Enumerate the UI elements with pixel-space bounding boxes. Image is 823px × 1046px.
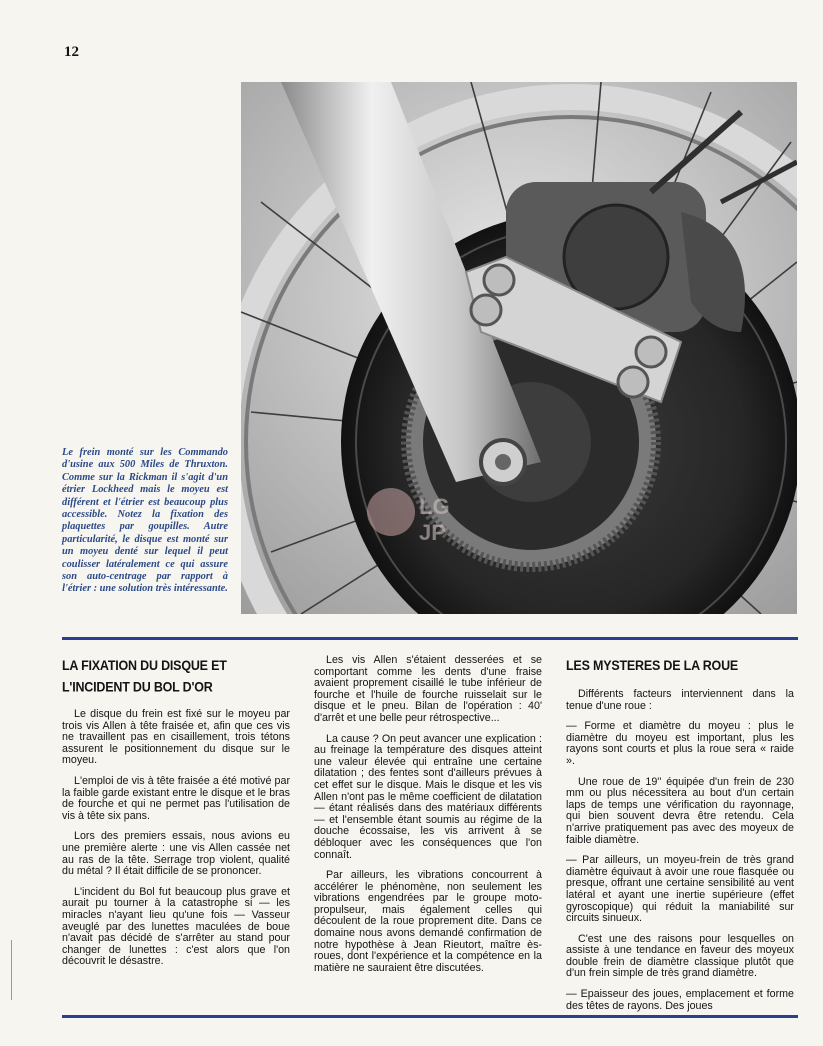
photo-caption-text: Le frein monté sur les Commando d'usine aux 500 Miles de Thruxton. Comme sur la Rickman il s'agit d'un étrier Lockheed mais le moyeu est différent et l'étrier est beaucoup plus accessible. Notez la fixation des plaquettes par goupilles. Autre particularité, le disque est monté sur un moyeu denté sur lequel il peut coulisser latéralement ce qui assure son auto-centrage par rapport à l'étrier : une solution très intéressante. [62,447,228,595]
article-column-2 [314,655,542,983]
paragraph: Une roue de 19'' équipée d'un frein de 230 mm ou plus nécessitera au bout d'un certain laps de temps une vérification du rayonnage, qui bien souvent devra être retendu. Cela n'arrive pratiquement pas avec des moyeux de faible diamètre. [566,775,794,846]
section-divider-top [62,637,798,640]
article-column-1 [62,655,290,977]
article-column-3 [566,655,794,1021]
paragraph: — Epaisseur des joues, emplacement et forme des têtes de rayons. Des joues [566,988,794,1012]
paragraph: Lors des premiers essais, nous avions eu une première alerte : une vis Allen cassée net au ras de la tête. Serrage trop violent, qualité du métal ? Il était difficile de se prononcer. [62,830,290,878]
paragraph: Différents facteurs interviennent dans la tenue d'une roue : [566,688,794,712]
paragraph: L'incident du Bol fut beaucoup plus grave et aurait pu tourner à la catastrophe si — les miracles n'ayant lieu qu'une fois — Vasseur aveuglé par des lunettes maculées de boue n'avait pas décidé de s'arrêter au stand pour changer de lunettes : c'est alors que l'on découvrit le désastre. [62,885,290,968]
page-number: 12 [64,44,79,60]
paragraph: La cause ? On peut avancer une explication : au freinage la température des disques atteint une valeur élevée qui entraîne une certaine dilatation ; des fentes sont d'ailleurs prévues à cet effet sur le disque. Mais le disque et les vis Allen n'ont pas le même coefficient de dilatation — étant réalisés dans des matériaux différents — et l'ensemble étant soumis au régime de la douche écossaise, les vis arrivent à se débloquer avec les conséquences que l'on connaît. [314,732,542,861]
paragraph: C'est une des raisons pour lesquelles on assiste à une tendance en faveur des moyeux double frein de diamètre classique plutôt que d'un frein simple de très grand diamètre. [566,932,794,980]
scan-edge-line [11,940,12,1000]
section-divider-bottom [62,1015,798,1018]
paragraph: — Forme et diamètre du moyeu : plus le diamètre du moyeu est important, plus les rayons sont courts et plus la roue sera « raide ». [566,720,794,767]
svg-text:JP: JP [419,520,446,545]
section-title-wheel-mysteries: LES MYSTERES DE LA ROUE [566,658,739,674]
paragraph: Par ailleurs, les vibrations concourrent à accélérer le phénomène, non seulement les vibrations engendrées par le groupe moto-propulseur, mais également celles qui découlent de la roue proprement dite. Dans ce domaine nous avons demandé confirmation de notre hypothèse à Jean Rieutort, maître ès-roues, dont l'expérience et la compétence en la matière ne sauraient être discutées. [314,869,542,974]
watermark-text: LG [419,494,450,519]
brake-photo [241,82,797,614]
photo-caption [62,447,228,596]
paragraph: — Par ailleurs, un moyeu-frein de très grand diamètre équivaut à avoir une roue flasquée ou presque, offrant une certaine sensibilité au vent latéral et ayant une inertie supérieure (effet gyroscopique) qui réduit la maniabilité sur circuits sinueux. [566,854,794,925]
paragraph: Le disque du frein est fixé sur le moyeu par trois vis Allen à tête fraisée et, afin que ces vis ne travaillent pas en cisaillement, trois tétons assurent le positionnement du disque sur le moyeu. [62,708,290,767]
paragraph: L'emploi de vis à tête fraisée a été motivé par la faible garde existant entre le disque et le bras de fourche et qui ne permet pas l'utilisation de vis à tête six pans. [62,774,290,822]
section-title-disc-fixation: LA FIXATION DU DISQUE ET L'INCIDENT DU BOL D'OR [62,658,227,695]
paragraph: Les vis Allen s'étaient desserées et se comportant comme les dents d'une fraise avaient proprement cisaillé le tube inférieur de fourche et l'huile de fourche ruisselait sur le disque et le pneu. Bilan de l'opération : 40' d'arrêt et une belle peur rétrospective... [314,654,542,724]
